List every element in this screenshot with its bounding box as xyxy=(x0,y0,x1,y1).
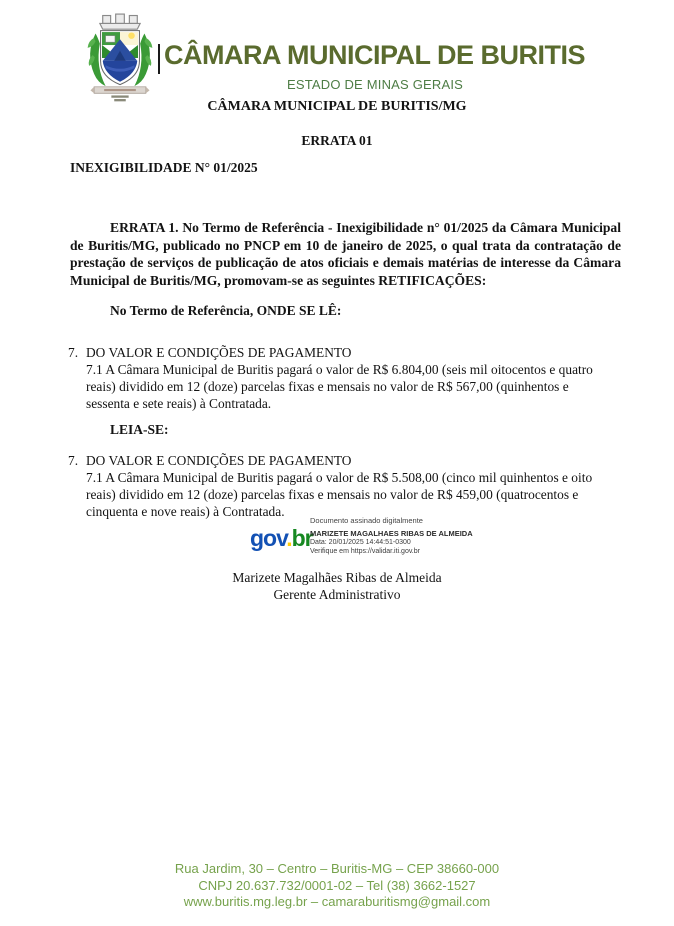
stamp-date: Data: 20/01/2025 14:44:51-0300 xyxy=(310,539,411,546)
signed-digitally-label: Documento assinado digitalmente xyxy=(310,516,423,525)
footer-cnpj-line: CNPJ 20.637.732/0001-02 – Tel (38) 3662-1527 xyxy=(198,877,476,893)
signer-name: Marizete Magalhães Ribas de Almeida xyxy=(232,570,442,585)
footer xyxy=(0,861,674,911)
section-onde-number: 7. xyxy=(68,345,79,360)
doc-org-title: CÂMARA MUNICIPAL DE BURITIS/MG xyxy=(207,99,467,114)
header-divider-line xyxy=(158,44,160,74)
leia-se-label: LEIA-SE: xyxy=(110,422,169,437)
stamp-signer-name: MARIZETE MAGALHAES RIBAS DE ALMEIDA xyxy=(310,529,473,538)
crown-icon xyxy=(100,14,140,29)
intro-paragraph: ERRATA 1. No Termo de Referência - Inexigibilidade n° 01/2025 da Câmara Municipal de Buritis/MG, publicado no PNCP em 10 de janeiro de 2025, o qual trata da contratação de prestação de serviços de publicação de atos oficiais e demais matérias de interesse da Câmara Municipal de Buritis/MG, promovam-se as seguintes RETIFICAÇÕES: xyxy=(70,220,621,288)
footer-address-line: Rua Jardim, 30 – Centro – Buritis-MG – CEP 38660-000 xyxy=(174,861,500,876)
banner-scroll xyxy=(90,87,149,93)
signer-role: Gerente Administrativo xyxy=(273,587,401,602)
govbr-dot: . xyxy=(286,525,292,551)
section-leia-title: DO VALOR E CONDIÇÕES DE PAGAMENTO xyxy=(86,453,352,468)
digital-signature-stamp xyxy=(248,514,478,562)
govbr-logo xyxy=(250,525,313,552)
org-title: CÂMARA MUNICIPAL DE BURITIS xyxy=(164,40,585,70)
section-onde-title: DO VALOR E CONDIÇÕES DE PAGAMENTO xyxy=(86,345,352,360)
govbr-gov-text: gov xyxy=(250,525,287,551)
shield xyxy=(101,31,140,85)
section-leia-number: 7. xyxy=(68,453,79,468)
footer-web-line: www.buritis.mg.leg.br – camaraburitismg@gmail.com xyxy=(183,894,491,909)
state-subtitle: ESTADO DE MINAS GERAIS xyxy=(286,77,464,92)
section-onde-body: 7.1 A Câmara Municipal de Buritis pagará o valor de R$ 6.804,00 (seis mil oitocentos e quatro reais) dividido em 12 (doze) parcelas fixas e mensais no valor de R$ 567,00 (quinhentos e sessenta e sete reais) à Contratada. xyxy=(86,362,593,411)
stamp-verify-url: Verifique em https://validar.iti.gov.br xyxy=(310,547,420,555)
reference-number: INEXIGIBILIDADE N° 01/2025 xyxy=(70,160,258,175)
section-leia-body: 7.1 A Câmara Municipal de Buritis pagará o valor de R$ 5.508,00 (cinco mil quinhentos e oito reais) dividido em 12 (doze) parcelas fixas e mensais no valor de R$ 459,00 (quatrocentos e cinquenta e nove reais) à Contratada. xyxy=(86,470,593,519)
section-onde xyxy=(68,344,608,412)
onde-se-le-label: No Termo de Referência, ONDE SE LÊ: xyxy=(110,303,342,318)
coat-of-arms-logo xyxy=(84,13,156,103)
section-leia xyxy=(68,452,608,520)
errata-title: ERRATA 01 xyxy=(301,133,373,148)
govbr-br-text: br xyxy=(291,525,313,551)
